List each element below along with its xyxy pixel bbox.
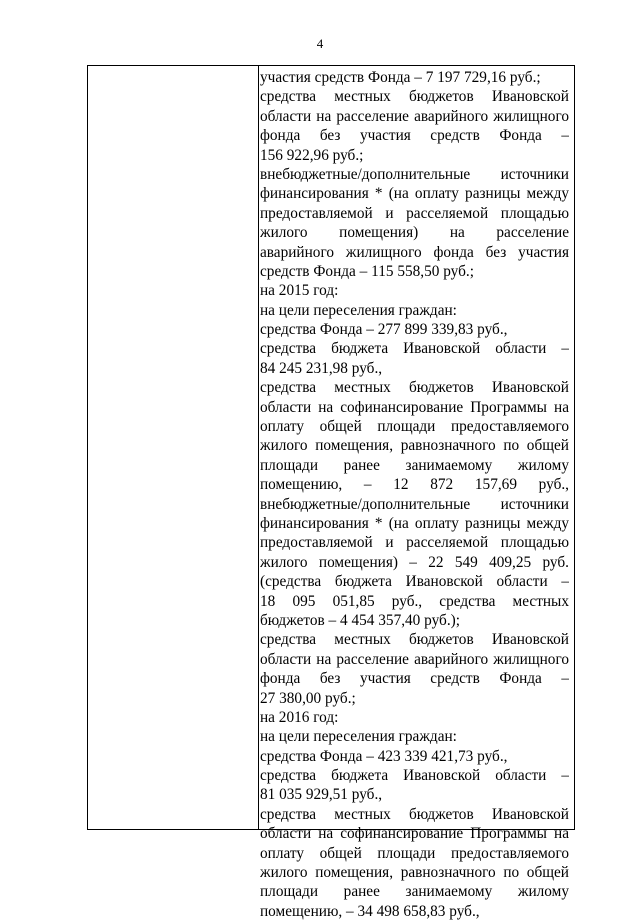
text-line: участия средств Фонда – 7 197 729,16 руб.; bbox=[260, 69, 541, 86]
text-line: площади ранее занимаемому жилому bbox=[260, 883, 569, 901]
text-line: жилого помещения) – 22 549 409,25 руб. bbox=[260, 553, 569, 571]
text-line: области на расселение аварийного жилищного bbox=[260, 650, 569, 668]
text-line: области на софинансирование Программы на bbox=[260, 825, 569, 843]
text-line: средства Фонда – 423 339 421,73 руб., bbox=[260, 747, 508, 765]
text-line: средства местных бюджетов Ивановской bbox=[260, 379, 569, 397]
text-line: 156 922,96 руб.; bbox=[260, 146, 364, 164]
text-line: на 2016 год: bbox=[260, 708, 339, 726]
text-line: жилого помещения, равнозначного по общей bbox=[260, 864, 569, 882]
text-line: 81 035 929,51 руб., bbox=[260, 786, 383, 804]
table-right-column bbox=[260, 68, 569, 921]
text-line: жилого помещения) на расселение bbox=[260, 224, 569, 242]
text-line: на 2015 год: bbox=[260, 282, 339, 300]
text-line: (средства бюджета Ивановской области – bbox=[260, 573, 569, 591]
text-line: внебюджетные/дополнительные источники bbox=[260, 495, 569, 513]
text-line: помещению, – 12 872 157,69 руб., bbox=[260, 476, 569, 494]
text-line: финансирования * (на оплату разницы между bbox=[260, 185, 569, 203]
text-line: средств Фонда – 115 558,50 руб.; bbox=[260, 262, 474, 280]
text-line: финансирования * (на оплату разницы между bbox=[260, 514, 569, 532]
text-line: фонда без участия средств Фонда – bbox=[260, 127, 569, 145]
text-line: средства бюджета Ивановской области – bbox=[260, 340, 569, 358]
text-line: 27 380,00 руб.; bbox=[260, 689, 356, 707]
text-line: жилого помещения, равнозначного по общей bbox=[260, 437, 569, 455]
table-left-column bbox=[88, 66, 259, 829]
text-line: 18 095 051,85 руб., средства местных bbox=[260, 592, 569, 610]
page-number: 4 bbox=[316, 36, 324, 51]
text-line: на цели переселения граждан: bbox=[260, 728, 457, 746]
text-line: предоставляемой и расселяемой площадью bbox=[260, 204, 569, 222]
text-line: на цели переселения граждан: bbox=[260, 301, 457, 319]
text-line: бюджетов – 4 454 357,40 руб.); bbox=[260, 611, 461, 629]
text-line: аварийного жилищного фонда без участия bbox=[260, 243, 569, 261]
text-line: помещению, – 34 498 658,83 руб., bbox=[260, 902, 480, 920]
text-line: площади ранее занимаемому жилому bbox=[260, 456, 569, 474]
text-line: средства местных бюджетов Ивановской bbox=[260, 631, 569, 649]
text-line: фонда без участия средств Фонда – bbox=[260, 670, 569, 688]
text-line: области на расселение аварийного жилищного bbox=[260, 107, 569, 125]
text-line: предоставляемой и расселяемой площадью bbox=[260, 534, 569, 552]
text-line: 84 245 231,98 руб., bbox=[260, 359, 383, 377]
text-line: средства местных бюджетов Ивановской bbox=[260, 805, 569, 823]
text-line: внебюджетные/дополнительные источники bbox=[260, 165, 569, 183]
text-line: области на софинансирование Программы на bbox=[260, 398, 569, 416]
text-line: средства Фонда – 277 899 339,83 руб., bbox=[260, 321, 508, 339]
text-line: средства бюджета Ивановской области – bbox=[260, 767, 569, 785]
document-table bbox=[87, 65, 575, 920]
text-line: средства местных бюджетов Ивановской bbox=[260, 88, 569, 106]
text-line: оплату общей площади предоставляемого bbox=[260, 418, 569, 436]
text-line: оплату общей площади предоставляемого bbox=[260, 844, 569, 862]
